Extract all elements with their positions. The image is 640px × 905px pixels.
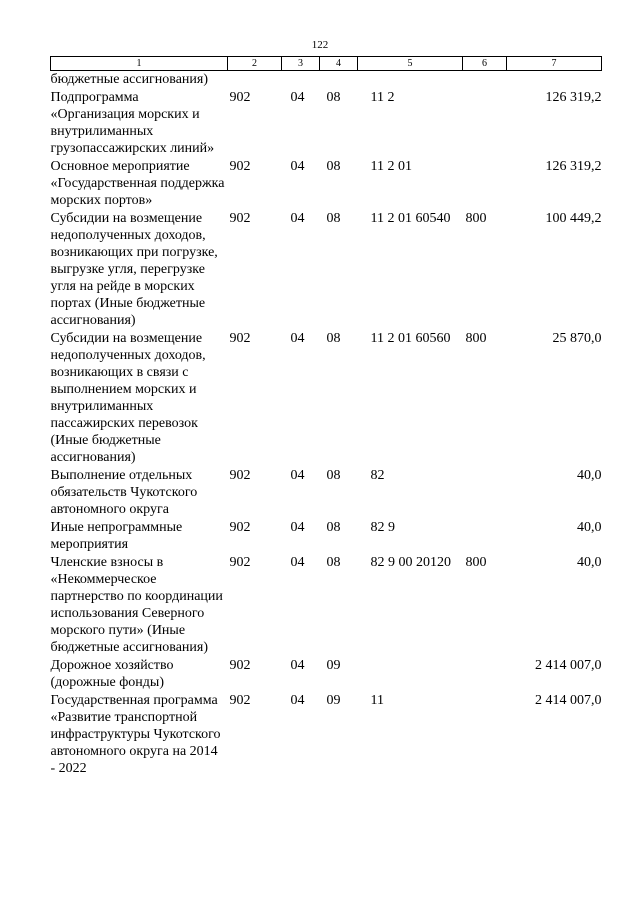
row-section-code: 04 (290, 555, 305, 570)
row-expense-type: 800 (465, 331, 487, 346)
row-section-code: 04 (290, 159, 305, 174)
row-amount: 126 319,2 (545, 159, 602, 174)
row-section-code (282, 71, 320, 90)
row-target-code: 11 2 01 60540 (370, 211, 451, 226)
row-subsection-code: 08 (326, 555, 341, 570)
table-row (51, 657, 602, 692)
row-gr-code: 902 (229, 331, 251, 346)
row-gr-code: 902 (229, 90, 251, 105)
row-subsection-code: 08 (326, 159, 341, 174)
table-row (51, 89, 602, 158)
row-gr-code: 902 (229, 658, 251, 673)
row-name: Основное мероприятие «Государственная поддержка морских портов» (50, 159, 225, 208)
row-expense-type (463, 89, 507, 158)
row-target-code: 11 2 01 (370, 159, 412, 174)
row-expense-type (463, 158, 507, 210)
row-gr-code: 902 (229, 520, 251, 535)
row-target-code: 11 2 01 60560 (370, 331, 451, 346)
row-name: Подпрограмма «Организация морских и внутрилиманных грузопассажирских линий» (50, 90, 215, 156)
row-gr-code: 902 (229, 211, 251, 226)
row-section-code: 04 (290, 520, 305, 535)
row-expense-type: 800 (465, 211, 487, 226)
row-subsection-code: 08 (326, 90, 341, 105)
row-name: Государственная программа «Развитие транспортной инфраструктуры Чукотского автономного округа на 2014 - 2022 (50, 693, 221, 776)
table-row (51, 330, 602, 467)
row-name: Дорожное хозяйство (дорожные фонды) (50, 658, 174, 690)
column-number-4: 4 (320, 57, 358, 71)
row-gr-code: 902 (229, 468, 251, 483)
column-number-3: 3 (282, 57, 320, 71)
row-name: Членские взносы в «Некоммерческое партнерство по координации использования Северного морского пути» (Иные бюджетные ассигнования) (50, 555, 223, 655)
row-section-code: 04 (290, 658, 305, 673)
row-target-code: 11 2 (370, 90, 395, 105)
row-subsection-code: 09 (326, 693, 341, 708)
row-amount: 40,0 (577, 468, 602, 483)
row-subsection-code: 08 (326, 520, 341, 535)
row-amount: 2 414 007,0 (535, 658, 602, 673)
row-name: Субсидии на возмещение недополученных доходов, возникающих в связи с выполнением морских и внутрилиманных пассажирских перевозок (Иные бюджетные ассигнования) (50, 331, 206, 465)
table-row (51, 210, 602, 330)
budget-table (50, 56, 602, 778)
row-target-code (358, 657, 463, 692)
column-number-6: 6 (463, 57, 507, 71)
table-row (51, 467, 602, 519)
row-target-code: 82 9 00 20120 (370, 555, 451, 570)
table-row (51, 554, 602, 657)
row-subsection-code (320, 71, 358, 90)
row-amount (507, 71, 602, 90)
row-expense-type (463, 71, 507, 90)
column-number-7: 7 (507, 57, 602, 71)
row-section-code: 04 (290, 90, 305, 105)
row-subsection-code: 09 (326, 658, 341, 673)
table-row (51, 71, 602, 90)
row-target-code: 11 (370, 693, 384, 708)
row-expense-type (463, 657, 507, 692)
row-amount: 25 870,0 (552, 331, 602, 346)
table-row (51, 692, 602, 778)
row-subsection-code: 08 (326, 468, 341, 483)
row-gr-code: 902 (229, 693, 251, 708)
page-number: 122 (311, 39, 329, 51)
row-name: Субсидии на возмещение недополученных доходов, возникающих при погрузке, выгрузке угля, перегрузке угля на рейде в морских портах (Иные бюджетные ассигнования) (50, 211, 218, 328)
row-section-code: 04 (290, 468, 305, 483)
table-row (51, 519, 602, 554)
row-expense-type: 800 (465, 555, 487, 570)
row-gr-code: 902 (229, 159, 251, 174)
row-amount: 126 319,2 (545, 90, 602, 105)
row-target-code: 82 9 (370, 520, 395, 535)
row-gr-code (228, 71, 282, 90)
column-number-1: 1 (51, 57, 228, 71)
row-section-code: 04 (290, 331, 305, 346)
row-expense-type (463, 519, 507, 554)
table-row (51, 158, 602, 210)
row-gr-code: 902 (229, 555, 251, 570)
row-amount: 100 449,2 (545, 211, 602, 226)
row-name: Иные непрограммные мероприятия (50, 520, 183, 552)
row-subsection-code: 08 (326, 331, 341, 346)
column-number-2: 2 (228, 57, 282, 71)
column-number-5: 5 (358, 57, 463, 71)
row-amount: 40,0 (577, 555, 602, 570)
row-expense-type (463, 467, 507, 519)
row-section-code: 04 (290, 211, 305, 226)
row-amount: 40,0 (577, 520, 602, 535)
row-amount: 2 414 007,0 (535, 693, 602, 708)
row-name: бюджетные ассигнования) (50, 72, 209, 87)
row-name: Выполнение отдельных обязательств Чукотского автономного округа (50, 468, 198, 517)
row-subsection-code: 08 (326, 211, 341, 226)
row-target-code (358, 71, 463, 90)
row-target-code: 82 (370, 468, 385, 483)
row-expense-type (463, 692, 507, 778)
column-number-row (51, 57, 602, 71)
row-section-code: 04 (290, 693, 305, 708)
